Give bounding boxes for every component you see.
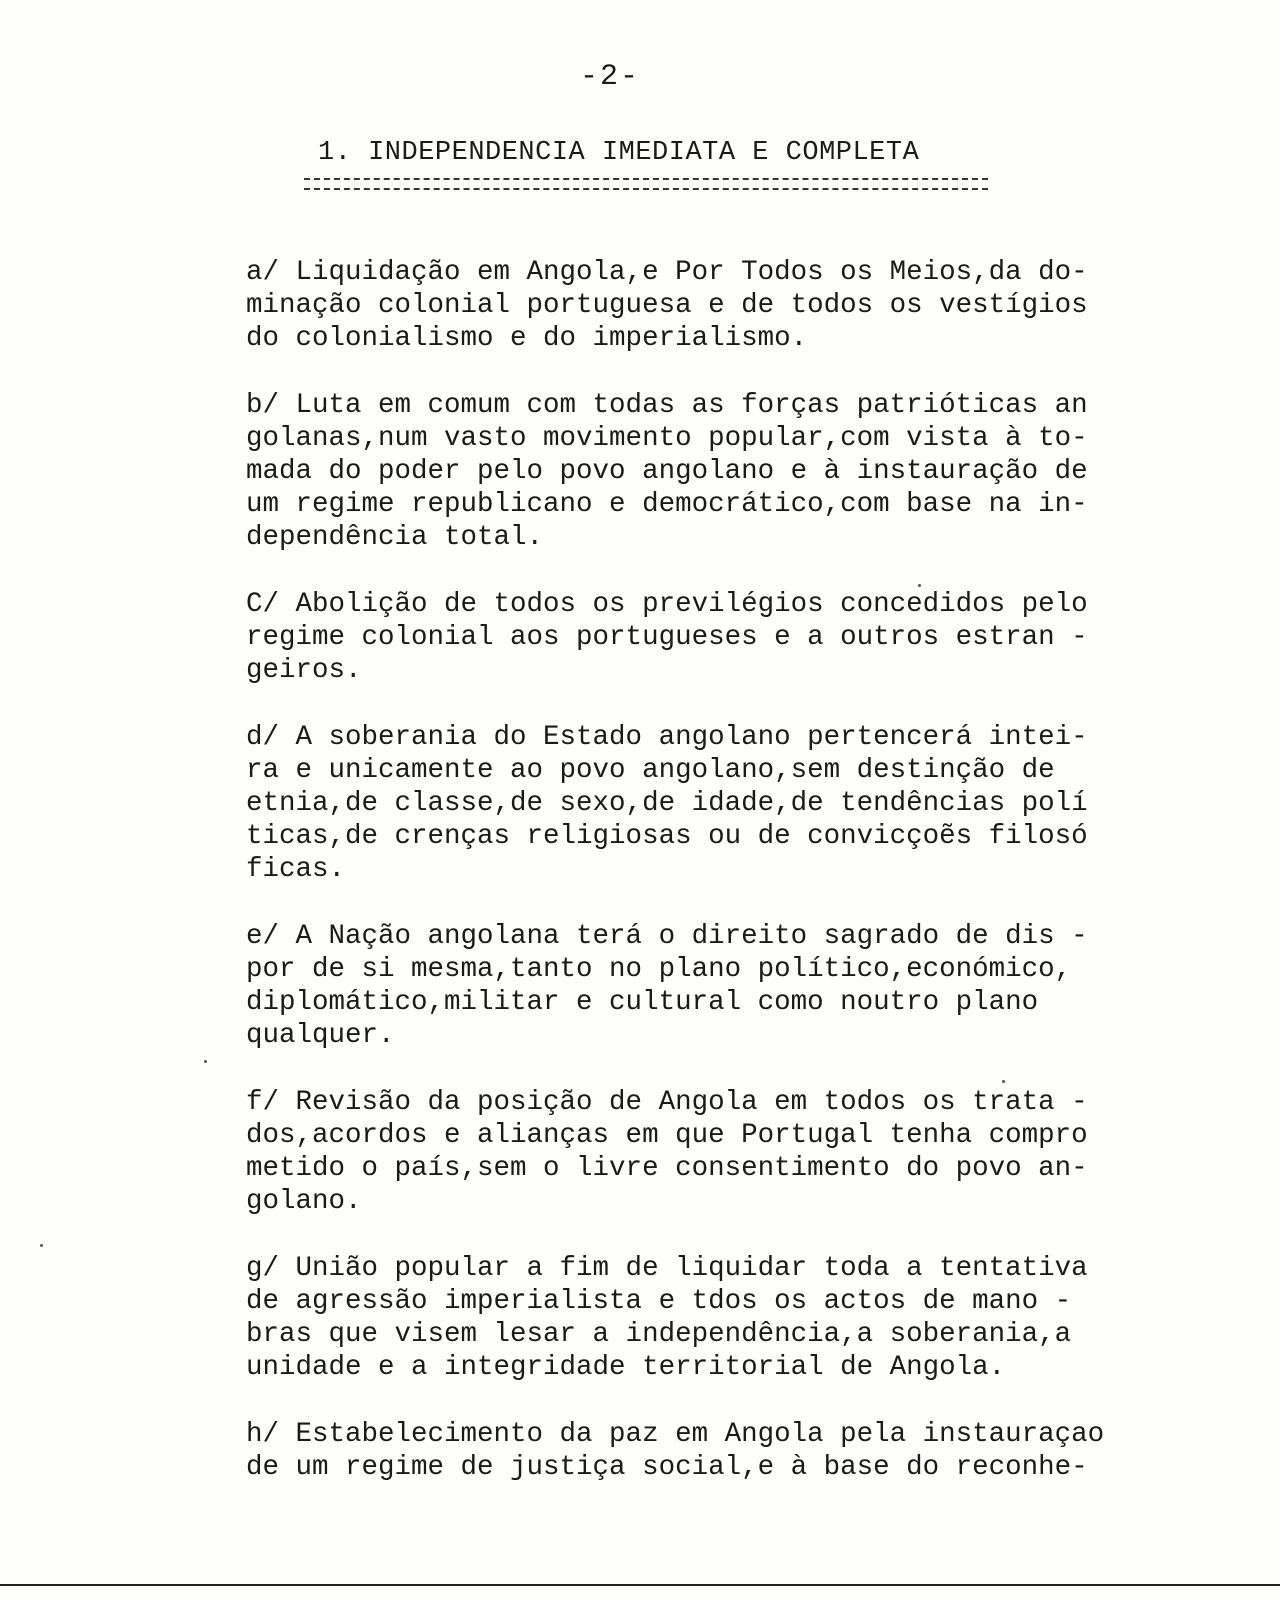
body-text: [246, 256, 1176, 1518]
scan-speck: [204, 1060, 207, 1063]
text-line: qualquer.: [246, 1020, 395, 1051]
heading-double-underline: [304, 178, 988, 190]
text-line: minação colonial portuguesa e de todos os vestígios: [246, 290, 1088, 321]
text-line: d/ A soberania do Estado angolano pertencerá intei-: [246, 722, 1088, 753]
text-line: um regime republicano e democrático,com base na in-: [246, 489, 1088, 520]
paragraph-e: [246, 920, 1176, 1052]
text-line: ficas.: [246, 854, 346, 885]
text-line: ticas,de crenças religiosas ou de convicçoẽs filosó: [246, 821, 1088, 852]
text-line: f/ Revisão da posição de Angola em todos os trata -: [246, 1087, 1088, 1118]
text-line: g/ União popular a fim de liquidar toda a tentativa: [246, 1253, 1088, 1284]
text-line: ra e unicamente ao povo angolano,sem destinção de: [246, 755, 1055, 786]
text-line: dos,acordos e alianças em que Portugal tenha compro: [246, 1120, 1088, 1151]
text-line: bras que visem lesar a independência,a soberania,a: [246, 1319, 1072, 1350]
text-line: b/ Luta em comum com todas as forças patrióticas an: [246, 390, 1088, 421]
section-heading: 1. INDEPENDENCIA IMEDIATA E COMPLETA: [318, 138, 920, 168]
text-line: de agressão imperialista e tdos os actos de mano -: [246, 1286, 1072, 1317]
paragraph-h: [246, 1418, 1176, 1484]
paragraph-d: [246, 721, 1176, 886]
text-line: h/ Estabelecimento da paz em Angola pela instauraçao: [246, 1419, 1105, 1450]
text-line: regime colonial aos portugueses e a outros estran -: [246, 622, 1088, 653]
scan-speck: [1002, 1080, 1005, 1083]
text-line: do colonialismo e do imperialismo.: [246, 323, 808, 354]
text-line: metido o país,sem o livre consentimento do povo an-: [246, 1153, 1088, 1184]
scan-speck: [918, 584, 921, 587]
text-line: etnia,de classe,de sexo,de idade,de tendências polí: [246, 788, 1088, 819]
text-line: diplomático,militar e cultural como noutro plano: [246, 987, 1039, 1018]
text-line: dependência total.: [246, 522, 544, 553]
scan-speck: [40, 1244, 43, 1247]
text-line: de um regime de justiça social,e à base do reconhe-: [246, 1452, 1088, 1483]
paragraph-c: [246, 588, 1176, 687]
text-line: unidade e a integridade territorial de Angola.: [246, 1352, 1006, 1383]
paragraph-b: [246, 389, 1176, 554]
text-line: mada do poder pelo povo angolano e à instauração de: [246, 456, 1088, 487]
text-line: e/ A Nação angolana terá o direito sagrado de dis -: [246, 921, 1088, 952]
page-number: -2-: [579, 60, 640, 94]
text-line: golano.: [246, 1186, 362, 1217]
text-line: por de si mesma,tanto no plano político,económico,: [246, 954, 1072, 985]
text-line: golanas,num vasto movimento popular,com vista à to-: [246, 423, 1088, 454]
paragraph-f: [246, 1086, 1176, 1218]
page-bottom-edge: [0, 1584, 1280, 1589]
text-line: C/ Abolição de todos os previlégios concedidos pelo: [246, 589, 1088, 620]
paragraph-g: [246, 1252, 1176, 1384]
paragraph-a: [246, 256, 1176, 355]
text-line: a/ Liquidação em Angola,e Por Todos os Meios,da do-: [246, 257, 1088, 288]
text-line: geiros.: [246, 655, 362, 686]
